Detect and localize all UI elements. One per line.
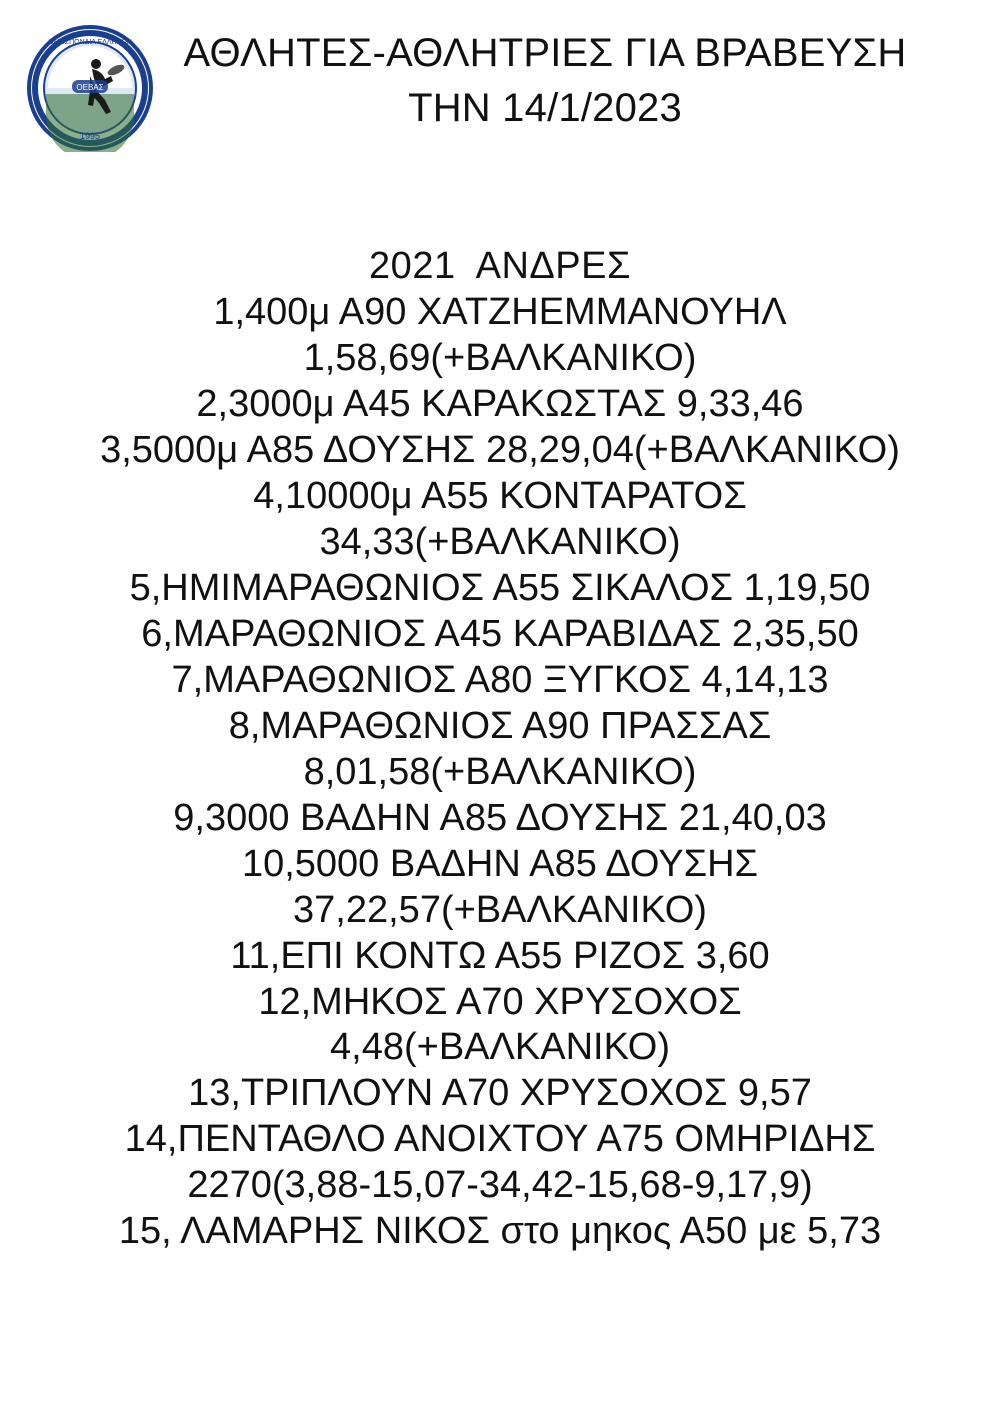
award-line: 9,3000 ΒΑΔΗΝ Α85 ΔΟΥΣΗΣ 21,40,03 xyxy=(173,796,827,839)
award-line: 11,ΕΠΙ ΚΟΝΤΩ Α55 ΡΙΖΟΣ 3,60 xyxy=(230,934,770,977)
award-line: 37,22,57(+ΒΑΛΚΑΝΙΚΟ) xyxy=(293,888,707,931)
award-line: 1,58,69(+ΒΑΛΚΑΝΙΚΟ) xyxy=(303,336,697,379)
association-logo xyxy=(26,24,154,152)
award-line: 2270(3,88-15,07-34,42-15,68-9,17,9) xyxy=(187,1164,813,1207)
award-line: 1,400μ Α90 ΧΑΤΖΗΕΜΜΑΝΟΥΗΛ xyxy=(213,290,787,333)
award-line: 4,48(+ΒΑΛΚΑΝΙΚΟ) xyxy=(330,1026,670,1069)
award-line: 5,ΗΜΙΜΑΡΑΘΩΝΙΟΣ Α55 ΣΙΚΑΛΟΣ 1,19,50 xyxy=(129,566,871,609)
award-line: 6,ΜΑΡΑΘΩΝΙΟΣ Α45 ΚΑΡΑΒΙΔΑΣ 2,35,50 xyxy=(141,612,859,655)
awards-lines xyxy=(8,290,992,1255)
award-line: 13,ΤΡΙΠΛΟΥΝ Α70 ΧΡΥΣΟΧΟΣ 9,57 xyxy=(188,1072,812,1115)
logo-inner-text: ΟΕΒΑΣ xyxy=(76,83,104,92)
award-line: 15, ΛΑΜΑΡΗΣ ΝΙΚΟΣ στο μηκος Α50 με 5,73 xyxy=(118,1210,882,1253)
document-header xyxy=(0,0,1000,166)
awards-list xyxy=(0,244,1000,1255)
award-line: 34,33(+ΒΑΛΚΑΝΙΚΟ) xyxy=(319,520,681,563)
title-line-2: ΤΗΝ 14/1/2023 xyxy=(408,86,682,131)
award-line: 12,ΜΗΚΟΣ Α70 ΧΡΥΣΟΧΟΣ xyxy=(258,980,742,1023)
award-line: 14,ΠΕΝΤΑΘΛΟ ΑΝΟΙΧΤΟΥ Α75 ΟΜΗΡΙΔΗΣ xyxy=(124,1118,876,1161)
award-line: 8,ΜΑΡΑΘΩΝΙΟΣ Α90 ΠΡΑΣΣΑΣ xyxy=(228,704,772,747)
title-line-1: ΑΘΛΗΤΕΣ-ΑΘΛΗΤΡΙΕΣ ΓΙΑ ΒΡΑΒΕΥΣΗ xyxy=(183,31,907,75)
logo-year: 1995 xyxy=(79,131,101,141)
award-line: 3,5000μ Α85 ΔΟΥΣΗΣ 28,29,04(+ΒΑΛΚΑΝΙΚΟ) xyxy=(100,428,900,471)
section-title: 2021 ΑΝΔΡΕΣ xyxy=(369,245,631,287)
award-line: 4,10000μ Α55 ΚΟΝΤΑΡΑΤΟΣ xyxy=(253,474,747,517)
award-line: 10,5000 ΒΑΔΗΝ Α85 ΔΟΥΣΗΣ xyxy=(241,842,759,885)
svg-text:ΟΜΟΣΠΟΝΔΙΑ ΕΛΛΗΝΩΝ: ΟΜΟΣΠΟΝΔΙΑ ΕΛΛΗΝΩΝ xyxy=(48,39,132,46)
award-line: 7,ΜΑΡΑΘΩΝΙΟΣ Α80 ΞΥΓΚΟΣ 4,14,13 xyxy=(171,658,829,701)
award-line: 8,01,58(+ΒΑΛΚΑΝΙΚΟ) xyxy=(303,750,697,793)
award-line: 2,3000μ Α45 ΚΑΡΑΚΩΣΤΑΣ 9,33,46 xyxy=(196,382,804,425)
